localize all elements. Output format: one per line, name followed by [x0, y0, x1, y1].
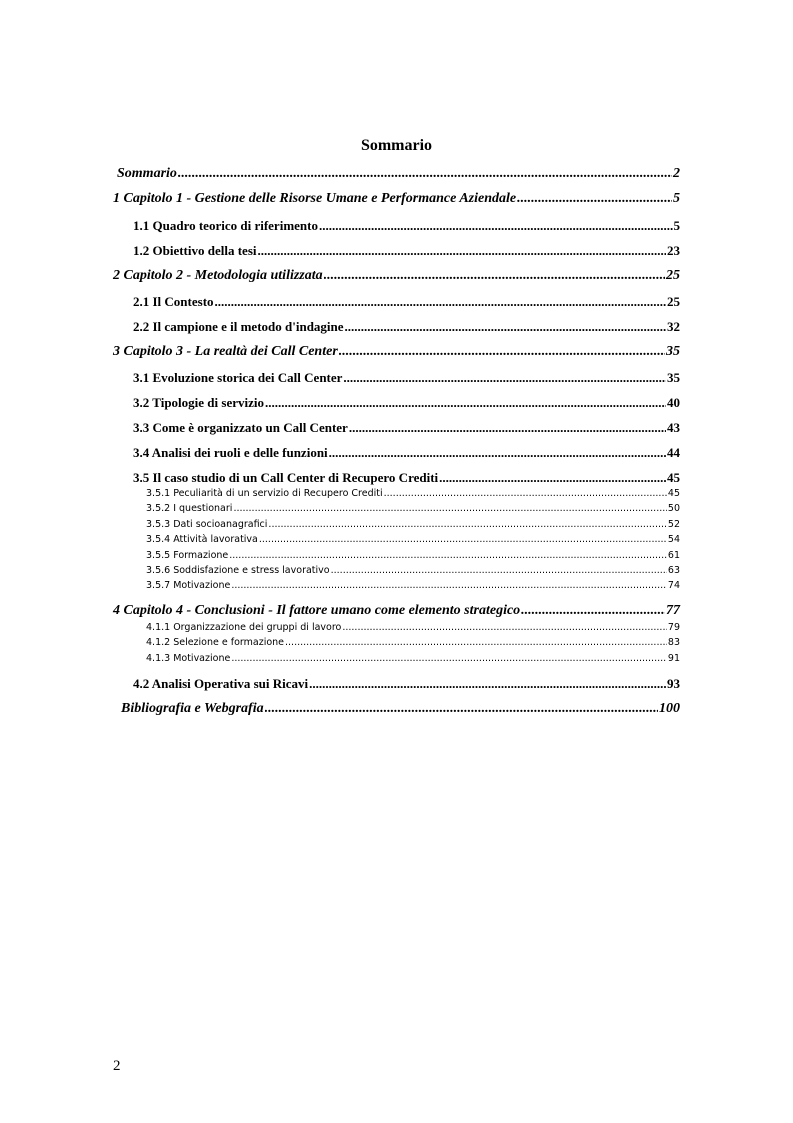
- toc-entry[interactable]: [133, 419, 680, 436]
- toc-entry-page: 43: [667, 420, 680, 435]
- toc-entry-page: 54: [667, 534, 680, 545]
- toc-entry-label: 3.1 Evoluzione storica dei Call Center: [133, 370, 343, 385]
- toc-entry-page: 79: [667, 622, 680, 633]
- toc-entry-label: 3 Capitolo 3 - La realtà dei Call Center: [113, 344, 338, 359]
- toc-entry[interactable]: [146, 487, 680, 500]
- toc-entry[interactable]: [133, 675, 680, 692]
- toc-entry-label: 3.5.5 Formazione: [146, 550, 229, 561]
- toc-dot-leader: [265, 394, 666, 411]
- toc-entry-label: 4.1.3 Motivazione: [146, 653, 231, 664]
- toc-dot-leader: [231, 579, 667, 592]
- toc-dot-leader: [349, 419, 666, 436]
- toc-dot-leader: [517, 190, 672, 208]
- toc-dot-leader: [231, 652, 667, 665]
- toc-entry-label: 2.2 Il campione e il metodo d'indagine: [133, 319, 344, 334]
- toc-entry[interactable]: [113, 190, 680, 208]
- toc-dot-leader: [439, 469, 666, 486]
- toc-entry[interactable]: [113, 267, 680, 285]
- toc-entry[interactable]: [146, 621, 680, 634]
- toc-entry-label: 4.1.2 Selezione e formazione: [146, 637, 285, 648]
- page-title: Sommario: [360, 137, 433, 154]
- toc-entry-page: 35: [667, 370, 680, 385]
- toc-entry-label: 1.1 Quadro teorico di riferimento: [133, 218, 318, 233]
- toc-dot-leader: [319, 217, 673, 234]
- toc-entry-label: 3.3 Come è organizzato un Call Center: [133, 420, 348, 435]
- toc-entry-label: 4.2 Analisi Operativa sui Ricavi: [133, 676, 309, 691]
- toc-entry[interactable]: [117, 165, 680, 183]
- toc-dot-leader: [215, 293, 666, 310]
- toc-entry-label: 3.5.4 Attività lavorativa: [146, 534, 258, 545]
- toc-dot-leader: [521, 602, 665, 620]
- toc-entry[interactable]: [133, 318, 680, 335]
- toc-entry-page: 45: [667, 488, 680, 499]
- toc-entry-page: 45: [667, 470, 680, 485]
- toc-entry-page: 50: [667, 503, 680, 514]
- toc-entry-label: 3.5 Il caso studio di un Call Center di Recupero Crediti: [133, 470, 439, 485]
- toc-entry-label: Sommario: [117, 166, 177, 181]
- toc-entry-label: 3.5.7 Motivazione: [146, 580, 231, 591]
- toc-dot-leader: [268, 518, 666, 531]
- toc-dot-leader: [309, 675, 666, 692]
- toc-entry[interactable]: [133, 444, 680, 461]
- toc-entry[interactable]: [146, 564, 680, 577]
- toc-entry-page: 35: [666, 344, 680, 359]
- toc-entry-page: 5: [673, 191, 680, 206]
- toc-entry-page: 25: [667, 294, 680, 309]
- toc-entry-label: 2.1 Il Contesto: [133, 294, 214, 309]
- toc-dot-leader: [343, 369, 666, 386]
- toc-entry[interactable]: [146, 636, 680, 649]
- toc-entry-label: 3.2 Tipologie di servizio: [133, 395, 264, 410]
- toc-dot-leader: [178, 165, 672, 183]
- toc-entry[interactable]: [133, 369, 680, 386]
- toc-entry-page: 83: [667, 637, 680, 648]
- toc-entry-page: 93: [667, 676, 680, 691]
- toc-dot-leader: [345, 318, 666, 335]
- toc-entry-page: 40: [667, 395, 680, 410]
- toc-dot-leader: [265, 700, 658, 718]
- toc-entry-page: 25: [666, 268, 680, 283]
- toc-entry-label: 4.1.1 Organizzazione dei gruppi di lavoro: [146, 622, 342, 633]
- toc-entry[interactable]: [133, 394, 680, 411]
- toc-entry-page: 91: [667, 653, 680, 664]
- toc-dot-leader: [285, 636, 667, 649]
- toc-dot-leader: [324, 267, 665, 285]
- toc-entry-page: 74: [667, 580, 680, 591]
- toc-entry[interactable]: [113, 602, 680, 620]
- toc-dot-leader: [259, 533, 667, 546]
- toc-dot-leader: [384, 487, 667, 500]
- toc-entry[interactable]: [146, 652, 680, 665]
- toc-entry-page: 32: [667, 319, 680, 334]
- toc-dot-leader: [229, 549, 667, 562]
- toc-entry-page: 77: [666, 603, 680, 618]
- toc-entry[interactable]: [133, 217, 680, 234]
- toc-entry[interactable]: [113, 343, 680, 361]
- toc-dot-leader: [339, 343, 665, 361]
- toc-dot-leader: [329, 444, 666, 461]
- toc-entry-label: 2 Capitolo 2 - Metodologia utilizzata: [113, 268, 323, 283]
- toc-entry-page: 5: [673, 218, 680, 233]
- toc-entry-label: 3.5.1 Peculiarità di un servizio di Recupero Crediti: [146, 488, 383, 499]
- toc-entry-page: 61: [667, 550, 680, 561]
- toc-dot-leader: [331, 564, 667, 577]
- toc-entry-page: 44: [667, 445, 680, 460]
- toc-entry-label: 3.5.6 Soddisfazione e stress lavorativo: [146, 565, 330, 576]
- toc-entry[interactable]: [133, 469, 680, 486]
- toc-entry[interactable]: [146, 549, 680, 562]
- toc-entry[interactable]: [133, 242, 680, 259]
- toc-entry-label: 1.2 Obiettivo della tesi: [133, 243, 257, 258]
- toc-entry-label: 4 Capitolo 4 - Conclusioni - Il fattore umano come elemento strategico: [113, 603, 521, 618]
- toc-dot-leader: [342, 621, 667, 634]
- toc-entry[interactable]: [146, 502, 680, 515]
- toc-entry[interactable]: [146, 518, 680, 531]
- toc-entry[interactable]: [121, 700, 680, 718]
- toc-dot-leader: [258, 242, 667, 259]
- toc-dot-leader: [233, 502, 666, 515]
- toc-entry-page: 2: [673, 166, 680, 181]
- toc-entry-label: 3.5.3 Dati socioanagrafici: [146, 519, 268, 530]
- toc-entry-page: 63: [667, 565, 680, 576]
- page-number: 2: [113, 1058, 121, 1074]
- toc-entry-page: 52: [667, 519, 680, 530]
- toc-entry-page: 23: [667, 243, 680, 258]
- toc-entry-label: 3.5.2 I questionari: [146, 503, 233, 514]
- toc-entry-label: 1 Capitolo 1 - Gestione delle Risorse Umane e Performance Aziendale: [113, 191, 517, 206]
- toc-entry-label: Bibliografia e Webgrafia: [121, 701, 264, 716]
- toc-entry-page: 100: [659, 701, 680, 716]
- toc-entry[interactable]: [146, 579, 680, 592]
- toc-entry-label: 3.4 Analisi dei ruoli e delle funzioni: [133, 445, 328, 460]
- toc-entry[interactable]: [133, 293, 680, 310]
- toc-entry[interactable]: [146, 533, 680, 546]
